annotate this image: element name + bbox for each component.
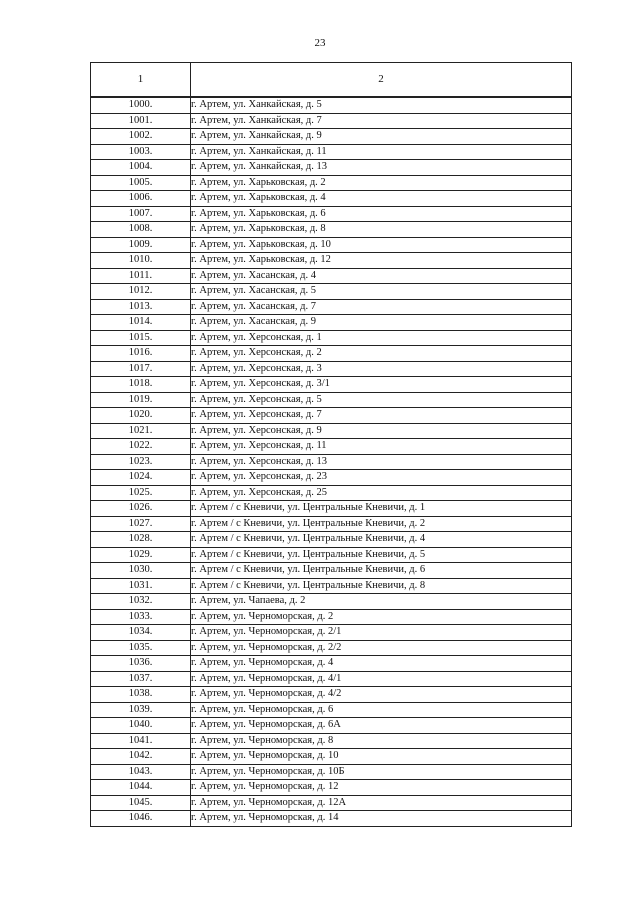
table-row bbox=[91, 609, 572, 625]
table-row bbox=[91, 377, 572, 393]
table-row bbox=[91, 671, 572, 687]
row-number: 1012. bbox=[91, 284, 191, 300]
row-number: 1034. bbox=[91, 625, 191, 641]
row-number: 1043. bbox=[91, 764, 191, 780]
row-number: 1020. bbox=[91, 408, 191, 424]
row-number: 1035. bbox=[91, 640, 191, 656]
page-number: 23 bbox=[314, 37, 326, 49]
row-address: г. Артем, ул. Ханкайская, д. 13 bbox=[191, 160, 572, 176]
table-row bbox=[91, 516, 572, 532]
table-row bbox=[91, 439, 572, 455]
table-row bbox=[91, 811, 572, 827]
row-address: г. Артем, ул. Херсонская, д. 5 bbox=[191, 392, 572, 408]
table-row bbox=[91, 175, 572, 191]
row-address: г. Артем, ул. Херсонская, д. 3 bbox=[191, 361, 572, 377]
table-row bbox=[91, 129, 572, 145]
row-address: г. Артем, ул. Харьковская, д. 8 bbox=[191, 222, 572, 238]
table-row bbox=[91, 206, 572, 222]
table-row bbox=[91, 764, 572, 780]
row-number: 1028. bbox=[91, 532, 191, 548]
row-number: 1038. bbox=[91, 687, 191, 703]
row-address: г. Артем, ул. Черноморская, д. 4/2 bbox=[191, 687, 572, 703]
table-row bbox=[91, 408, 572, 424]
row-address: г. Артем / с Кневичи, ул. Центральные Кневичи, д. 1 bbox=[191, 501, 572, 517]
table-row bbox=[91, 733, 572, 749]
row-number: 1032. bbox=[91, 594, 191, 610]
table-row bbox=[91, 392, 572, 408]
table-row bbox=[91, 749, 572, 765]
table-row bbox=[91, 640, 572, 656]
table-row bbox=[91, 563, 572, 579]
row-address: г. Артем / с Кневичи, ул. Центральные Кневичи, д. 2 bbox=[191, 516, 572, 532]
row-address: г. Артем, ул. Хасанская, д. 9 bbox=[191, 315, 572, 331]
row-number: 1013. bbox=[91, 299, 191, 315]
row-number: 1010. bbox=[91, 253, 191, 269]
row-address: г. Артем, ул. Хасанская, д. 5 bbox=[191, 284, 572, 300]
row-number: 1023. bbox=[91, 454, 191, 470]
row-address: г. Артем, ул. Херсонская, д. 3/1 bbox=[191, 377, 572, 393]
row-address: г. Артем, ул. Харьковская, д. 2 bbox=[191, 175, 572, 191]
row-address: г. Артем, ул. Ханкайская, д. 9 bbox=[191, 129, 572, 145]
table-body bbox=[91, 97, 572, 826]
table-row bbox=[91, 501, 572, 517]
row-number: 1024. bbox=[91, 470, 191, 486]
table-row bbox=[91, 780, 572, 796]
table-row bbox=[91, 97, 572, 113]
address-table bbox=[90, 62, 572, 827]
row-number: 1018. bbox=[91, 377, 191, 393]
row-number: 1036. bbox=[91, 656, 191, 672]
table-row bbox=[91, 795, 572, 811]
row-number: 1000. bbox=[91, 97, 191, 113]
row-number: 1022. bbox=[91, 439, 191, 455]
row-number: 1014. bbox=[91, 315, 191, 331]
row-number: 1007. bbox=[91, 206, 191, 222]
row-address: г. Артем, ул. Харьковская, д. 6 bbox=[191, 206, 572, 222]
table-row bbox=[91, 144, 572, 160]
table-row bbox=[91, 454, 572, 470]
row-address: г. Артем, ул. Харьковская, д. 4 bbox=[191, 191, 572, 207]
row-address: г. Артем, ул. Херсонская, д. 1 bbox=[191, 330, 572, 346]
table-row bbox=[91, 191, 572, 207]
row-number: 1037. bbox=[91, 671, 191, 687]
row-number: 1031. bbox=[91, 578, 191, 594]
row-address: г. Артем, ул. Черноморская, д. 2/1 bbox=[191, 625, 572, 641]
row-number: 1041. bbox=[91, 733, 191, 749]
table-row bbox=[91, 532, 572, 548]
row-number: 1026. bbox=[91, 501, 191, 517]
row-address: г. Артем, ул. Черноморская, д. 10 bbox=[191, 749, 572, 765]
row-number: 1011. bbox=[91, 268, 191, 284]
column-header-address: 2 bbox=[191, 63, 572, 98]
table-row bbox=[91, 594, 572, 610]
row-address: г. Артем, ул. Хасанская, д. 4 bbox=[191, 268, 572, 284]
row-number: 1019. bbox=[91, 392, 191, 408]
row-address: г. Артем, ул. Черноморская, д. 6А bbox=[191, 718, 572, 734]
row-address: г. Артем / с Кневичи, ул. Центральные Кневичи, д. 6 bbox=[191, 563, 572, 579]
row-number: 1009. bbox=[91, 237, 191, 253]
column-header-number: 1 bbox=[91, 63, 191, 98]
row-number: 1005. bbox=[91, 175, 191, 191]
table-row bbox=[91, 656, 572, 672]
row-number: 1040. bbox=[91, 718, 191, 734]
table-row bbox=[91, 470, 572, 486]
row-address: г. Артем, ул. Херсонская, д. 11 bbox=[191, 439, 572, 455]
table-row bbox=[91, 222, 572, 238]
table-row bbox=[91, 346, 572, 362]
row-address: г. Артем, ул. Черноморская, д. 12А bbox=[191, 795, 572, 811]
row-number: 1045. bbox=[91, 795, 191, 811]
row-address: г. Артем / с Кневичи, ул. Центральные Кневичи, д. 8 bbox=[191, 578, 572, 594]
table-row bbox=[91, 702, 572, 718]
row-number: 1033. bbox=[91, 609, 191, 625]
row-number: 1046. bbox=[91, 811, 191, 827]
row-number: 1003. bbox=[91, 144, 191, 160]
table-row bbox=[91, 718, 572, 734]
table-row bbox=[91, 160, 572, 176]
table-row bbox=[91, 315, 572, 331]
row-number: 1017. bbox=[91, 361, 191, 377]
row-address: г. Артем / с Кневичи, ул. Центральные Кневичи, д. 5 bbox=[191, 547, 572, 563]
row-number: 1042. bbox=[91, 749, 191, 765]
row-number: 1006. bbox=[91, 191, 191, 207]
row-number: 1001. bbox=[91, 113, 191, 129]
row-address: г. Артем, ул. Черноморская, д. 2 bbox=[191, 609, 572, 625]
row-number: 1044. bbox=[91, 780, 191, 796]
row-number: 1021. bbox=[91, 423, 191, 439]
table-row bbox=[91, 687, 572, 703]
table-row bbox=[91, 284, 572, 300]
table-row bbox=[91, 423, 572, 439]
row-address: г. Артем, ул. Ханкайская, д. 5 bbox=[191, 97, 572, 113]
table-row bbox=[91, 578, 572, 594]
table-row bbox=[91, 485, 572, 501]
row-address: г. Артем, ул. Черноморская, д. 8 bbox=[191, 733, 572, 749]
row-number: 1029. bbox=[91, 547, 191, 563]
row-address: г. Артем, ул. Черноморская, д. 2/2 bbox=[191, 640, 572, 656]
row-address: г. Артем, ул. Харьковская, д. 10 bbox=[191, 237, 572, 253]
row-number: 1016. bbox=[91, 346, 191, 362]
row-address: г. Артем, ул. Херсонская, д. 13 bbox=[191, 454, 572, 470]
row-address: г. Артем, ул. Херсонская, д. 25 bbox=[191, 485, 572, 501]
row-address: г. Артем, ул. Черноморская, д. 12 bbox=[191, 780, 572, 796]
row-address: г. Артем, ул. Харьковская, д. 12 bbox=[191, 253, 572, 269]
table-row bbox=[91, 299, 572, 315]
row-address: г. Артем, ул. Херсонская, д. 9 bbox=[191, 423, 572, 439]
row-number: 1030. bbox=[91, 563, 191, 579]
table-row bbox=[91, 268, 572, 284]
row-number: 1004. bbox=[91, 160, 191, 176]
row-number: 1025. bbox=[91, 485, 191, 501]
row-address: г. Артем, ул. Черноморская, д. 14 bbox=[191, 811, 572, 827]
table-row bbox=[91, 361, 572, 377]
row-number: 1002. bbox=[91, 129, 191, 145]
row-address: г. Артем, ул. Херсонская, д. 23 bbox=[191, 470, 572, 486]
row-address: г. Артем, ул. Чапаева, д. 2 bbox=[191, 594, 572, 610]
row-address: г. Артем, ул. Черноморская, д. 4 bbox=[191, 656, 572, 672]
table-row bbox=[91, 547, 572, 563]
row-address: г. Артем, ул. Черноморская, д. 4/1 bbox=[191, 671, 572, 687]
row-address: г. Артем, ул. Херсонская, д. 7 bbox=[191, 408, 572, 424]
row-number: 1008. bbox=[91, 222, 191, 238]
row-address: г. Артем, ул. Черноморская, д. 6 bbox=[191, 702, 572, 718]
row-number: 1039. bbox=[91, 702, 191, 718]
row-number: 1015. bbox=[91, 330, 191, 346]
table-row bbox=[91, 330, 572, 346]
row-number: 1027. bbox=[91, 516, 191, 532]
row-address: г. Артем, ул. Ханкайская, д. 7 bbox=[191, 113, 572, 129]
row-address: г. Артем, ул. Черноморская, д. 10Б bbox=[191, 764, 572, 780]
row-address: г. Артем / с Кневичи, ул. Центральные Кневичи, д. 4 bbox=[191, 532, 572, 548]
row-address: г. Артем, ул. Ханкайская, д. 11 bbox=[191, 144, 572, 160]
table-row bbox=[91, 625, 572, 641]
table-row bbox=[91, 113, 572, 129]
row-address: г. Артем, ул. Хасанская, д. 7 bbox=[191, 299, 572, 315]
table-row bbox=[91, 237, 572, 253]
row-address: г. Артем, ул. Херсонская, д. 2 bbox=[191, 346, 572, 362]
table-header-row bbox=[91, 63, 572, 98]
table-row bbox=[91, 253, 572, 269]
